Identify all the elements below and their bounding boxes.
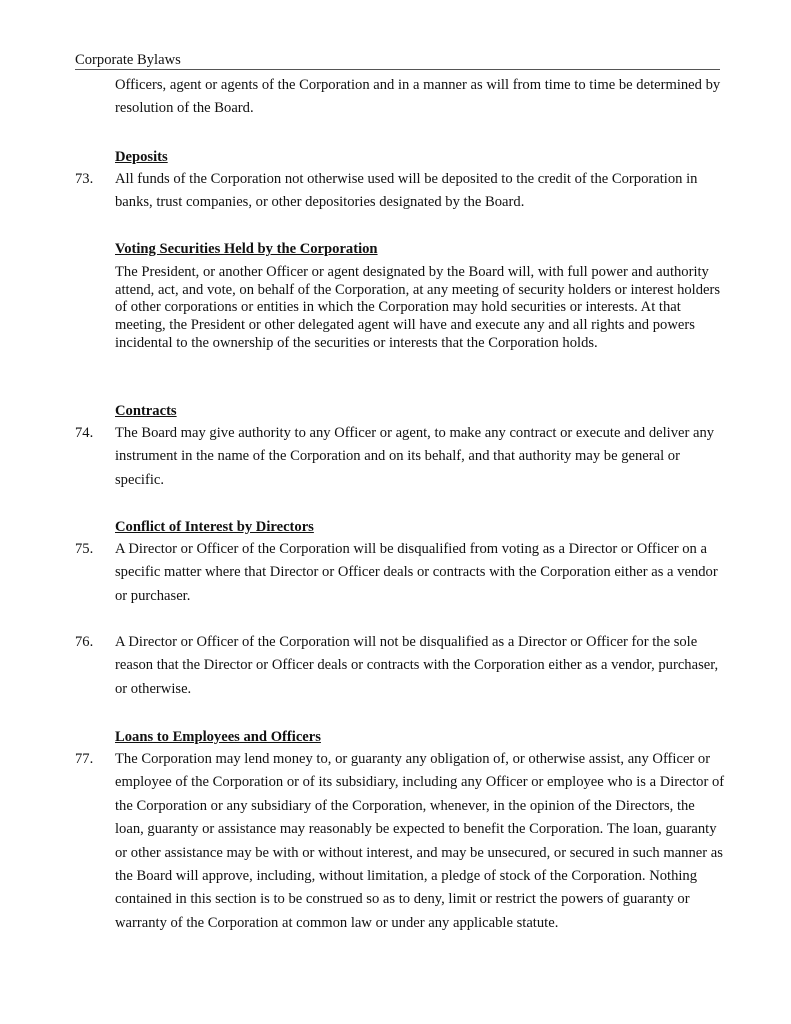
section-heading-conflict-of-interest: Conflict of Interest by Directors (115, 519, 314, 535)
paragraph-75: A Director or Officer of the Corporation will be disqualified from voting as a Director or Officer on a specific matter where that Director or Officer deals or contracts with the Corporation either as a vendor or purchaser. (115, 541, 718, 604)
paragraph-76: A Director or Officer of the Corporation will not be disqualified as a Director or Officer for the sole reason that the Director or Officer deals or contracts with the Corporation either as a vendor, purchaser, or otherwise. (115, 634, 719, 697)
paragraph-73: All funds of the Corporation not otherwise used will be deposited to the credit of the Corporation in banks, trust companies, or other depositories designated by the Board. (115, 171, 698, 211)
section-heading-voting-securities: Voting Securities Held by the Corporation (115, 241, 378, 257)
paragraph-number-75: 75. (75, 541, 94, 557)
paragraph-voting-securities: The President, or another Officer or agent designated by the Board will, with full power and authority attend, act, and vote, on behalf of the Corporation, at any meeting of security holders or interest holders of other corporations or entities in which the Corporation may hold securities or interests. At that meeting, the President or other delegated agent will have and execute any and all rights and powers incidental to the ownership of the securities or interests that the Corporation holds. (115, 264, 721, 351)
section-heading-contracts: Contracts (115, 403, 177, 419)
running-header (75, 52, 720, 70)
paragraph-74: The Board may give authority to any Officer or agent, to make any contract or execute and deliver any instrument in the name of the Corporation and on its behalf, and that authority may be general or specific. (115, 425, 715, 488)
section-heading-deposits: Deposits (115, 149, 168, 165)
continuation-paragraph: Officers, agent or agents of the Corporation and in a manner as will from time to time be determined by resolution of the Board. (115, 77, 721, 117)
section-heading-loans: Loans to Employees and Officers (115, 729, 321, 745)
header-title: Corporate Bylaws (75, 52, 181, 68)
paragraph-number-76: 76. (75, 634, 94, 650)
paragraph-77: The Corporation may lend money to, or guaranty any obligation of, or otherwise assist, any Officer or employee of the Corporation or of its subsidiary, including any Officer or employee who is a Director of the Corporation or any subsidiary of the Corporation, whenever, in the opinion of the Directors, the loan, guaranty or assistance may reasonably be expected to benefit the Corporation. The loan, guaranty or other assistance may be with or without interest, and may be unsecured, or secured in such manner as the Board will approve, including, without limitation, a pledge of stock of the Corporation. Nothing contained in this section is to be construed so as to deny, limit or restrict the powers of guaranty or warranty of the Corporation at common law or under any applicable statute. (115, 751, 725, 931)
paragraph-number-73: 73. (75, 171, 94, 187)
paragraph-number-74: 74. (75, 425, 94, 441)
paragraph-number-77: 77. (75, 751, 94, 767)
